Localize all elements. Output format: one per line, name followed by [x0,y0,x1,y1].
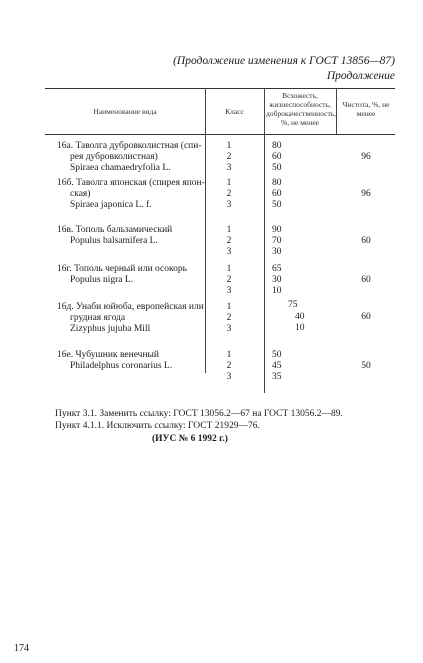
class-value: 3 [226,372,232,382]
germination-value: 65 [272,264,282,274]
class-value: 2 [226,313,232,323]
column-header-name: Наименование вида [93,107,157,116]
class-value: 1 [226,225,232,235]
purity-value: 96 [361,152,371,162]
germination-value: 50 [272,163,282,173]
germination-value: 75 [288,300,298,310]
column-header-germination: Всхожесть, жизнеспособность, доброкачественность, %, не менее [266,91,337,127]
column-header-purity: Чистота, %, не менее [342,100,390,118]
species-latin-name: Populus balsamifera L. [70,236,158,246]
table-top-rule [45,88,395,89]
class-value: 3 [226,163,232,173]
class-value: 3 [226,286,232,296]
germination-value: 35 [272,372,282,382]
class-value: 2 [226,361,232,371]
amendment-note: Пункт 3.1. Заменить ссылку: ГОСТ 13056.2—67 на ГОСТ 13056.2—89. [55,409,343,419]
germination-value: 40 [295,312,305,322]
germination-value: 90 [272,225,282,235]
class-value: 3 [226,247,232,257]
species-latin-name: Zizyphus jujuba Mill [70,324,151,334]
species-name: ская) [70,189,91,199]
page-number: 174 [14,643,29,654]
class-value: 3 [226,324,232,334]
continuation-label: Продолжение [326,70,395,82]
class-value: 1 [226,264,232,274]
col-divider-2 [264,88,265,393]
class-value: 1 [226,178,232,188]
germination-value: 60 [272,189,282,199]
amendment-note: Пункт 4.1.1. Исключить ссылку: ГОСТ 21929—76. [55,421,260,431]
species-name: 16е. Чубушник венечный [57,350,159,360]
germination-value: 30 [272,275,282,285]
purity-value: 60 [361,275,371,285]
species-latin-name: Spiraea japonica L. f. [70,200,152,210]
publication-reference: (ИУС № 6 1992 г.) [152,434,228,444]
species-name: рея дубровколистная) [70,152,158,162]
species-name: 16б. Таволга японская (спирея япон- [57,178,205,188]
class-value: 2 [226,236,232,246]
class-value: 1 [226,141,232,151]
class-value: 3 [226,200,232,210]
col-divider-1 [205,88,206,373]
species-name: 16в. Тополь бальзамический [57,225,173,235]
germination-value: 60 [272,152,282,162]
germination-value: 80 [272,141,282,151]
class-value: 2 [226,275,232,285]
class-value: 1 [226,302,232,312]
species-latin-name: Philadelphus coronarius L. [70,361,173,371]
table-header-rule [45,134,395,135]
species-name: 16г. Тополь черный или осокорь [57,264,187,274]
germination-value: 10 [295,323,305,333]
species-name: грудная ягода [70,313,126,323]
purity-value: 96 [361,189,371,199]
germination-value: 30 [272,247,282,257]
germination-value: 50 [272,200,282,210]
germination-value: 80 [272,178,282,188]
germination-value: 70 [272,236,282,246]
species-name: 16а. Таволга дубровколистная (спи- [57,141,202,151]
class-value: 1 [226,350,232,360]
germination-value: 10 [272,286,282,296]
class-value: 2 [226,152,232,162]
purity-value: 50 [361,361,371,371]
column-header-class: Класс [225,107,244,116]
germination-value: 50 [272,350,282,360]
purity-value: 60 [361,312,371,322]
germination-value: 45 [272,361,282,371]
species-latin-name: Populus nigra L. [70,275,134,285]
purity-value: 60 [361,236,371,246]
document-reference: (Продолжение изменения к ГОСТ 13856—87) [173,55,395,67]
species-latin-name: Spiraea chamaedryfolia L. [70,163,171,173]
species-name: 16д. Унаби юйюба, европейская или [57,302,204,312]
class-value: 2 [226,189,232,199]
